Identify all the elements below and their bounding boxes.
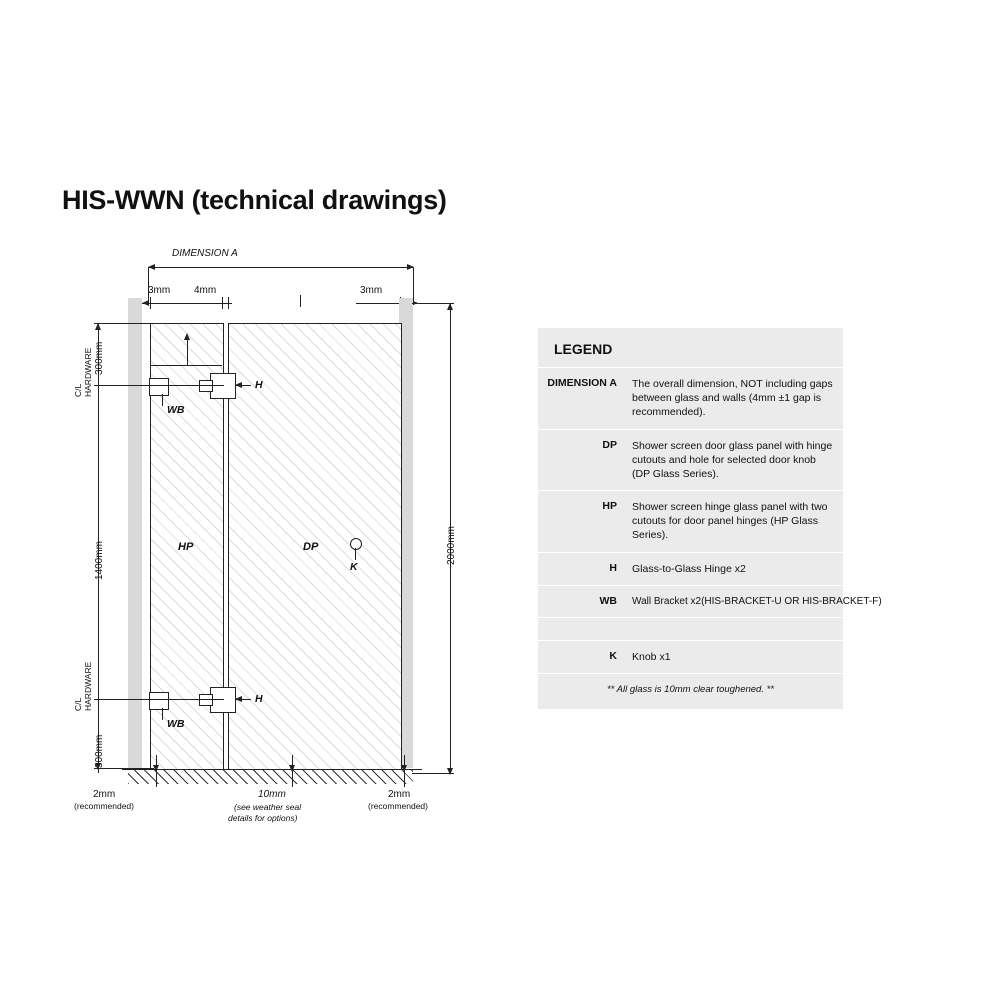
middle-dim: 1400mm [94,541,105,580]
legend-row [538,641,843,674]
legend-row [538,586,882,619]
legend-value: Shower screen door glass panel with hinge cutouts and hole for selected door knob (DP Glass Series). [632,439,833,480]
dimension-a-label: DIMENSION A [172,248,238,259]
legend-row [538,368,843,430]
foot-right-arrow [401,765,407,772]
legend-spacer-key [538,618,626,640]
door-knob [350,538,362,550]
panel-label-hp: HP [178,541,194,553]
legend-footnote: ** All glass is 10mm clear toughened. ** [606,684,775,696]
foot-left-arrow [153,765,159,772]
legend-value: Glass-to-Glass Hinge x2 [632,562,746,575]
foot-left-value: 2mm [93,789,116,800]
foot-center-value: 10mm [258,789,286,800]
legend-value: Shower screen hinge glass panel with two cutouts for door panel hinges (HP Glass Series). [632,501,828,542]
foot-center-note1: (see weather seal [234,802,302,812]
knob-leader [355,548,356,560]
legend-value: Knob x1 [632,651,671,664]
legend-key: HP [602,500,617,513]
technical-drawing [60,245,490,845]
wall-bracket-bottom-label: WB [167,718,185,730]
hinge-bottom-leader-arrow [235,696,242,702]
wall-bracket-bottom [149,692,169,710]
page-title: HIS-WWN (technical drawings) [62,185,447,215]
left-dim-tick-top [94,323,154,324]
overall-height-dim: 2000mm [446,526,457,565]
foot-right-note: (recommended) [368,801,428,811]
wall-left [128,298,142,768]
foot-left-note: (recommended) [74,801,134,811]
dimension-a-ext-right [413,267,414,303]
legend-key: H [609,561,617,574]
dimension-a-arrow-left [148,264,155,270]
hp-top-ref-cross [150,365,222,366]
legend-key: WB [599,594,617,607]
hinge-top [210,373,236,399]
gap-dim-line-left [142,303,232,304]
legend-row [538,491,843,553]
legend-spacer-row [538,618,843,641]
wall-bracket-top [149,378,169,396]
legend-spacer-value [626,618,843,640]
wb-top-leader [162,394,163,406]
hinge-top-label: H [255,379,263,391]
left-dim-tick-h2 [94,699,224,700]
gap-right-label: 3mm [360,285,383,296]
hinge-top-leader-arrow [235,382,242,388]
panel-label-dp: DP [303,541,319,553]
floor-line [122,769,422,770]
dimension-a-line [148,267,414,268]
gap-tick-mid [300,295,301,307]
bottom-hardware-dim: 300mm [94,734,105,768]
right-dim-arrow-top [447,303,453,310]
wall-bracket-top-label: WB [167,404,185,416]
legend-row [538,430,843,492]
foot-right-value: 2mm [388,789,411,800]
gap-between-label: 4mm [194,285,217,296]
left-dim-arrow-top [95,323,101,330]
gap-tick-2 [222,297,223,309]
gap-arrow-1 [142,300,149,306]
foot-center-note2: details for options) [228,813,298,823]
hinge-bottom-label: H [255,693,263,705]
hp-top-ref-arrow [184,333,190,340]
floor-hatch [128,770,413,784]
cl-hardware-top-label: C/L HARDWARE [73,347,93,397]
legend-key: K [609,650,617,663]
wb-bottom-leader [162,708,163,720]
hinge-top-arm [199,380,213,392]
right-dim-arrow-bottom [447,768,453,775]
hinge-bottom-arm [199,694,213,706]
gap-tick-1 [150,297,151,309]
legend-row [538,553,843,586]
hp-top-ref-line [187,337,188,365]
legend-key: DIMENSION A [547,377,617,389]
cl-hardware-bottom-label: C/L HARDWARE [73,661,93,711]
legend-panel [538,328,882,709]
gap-left-label: 3mm [148,285,171,296]
legend-title: LEGEND [538,328,843,368]
top-hardware-dim: 300mm [94,341,105,375]
legend-value: Wall Bracket x2(HIS-BRACKET-U OR HIS-BRACKET-F) [632,595,882,607]
foot-center-arrow [289,765,295,772]
knob-label: K [350,561,358,573]
gap-tick-3 [228,297,229,309]
hinge-bottom [210,687,236,713]
legend-value: The overall dimension, NOT including gaps between glass and walls (4mm ±1 gap is recommended). [632,378,833,419]
legend-key: DP [602,438,617,451]
left-dim-tick-h1 [94,385,224,386]
